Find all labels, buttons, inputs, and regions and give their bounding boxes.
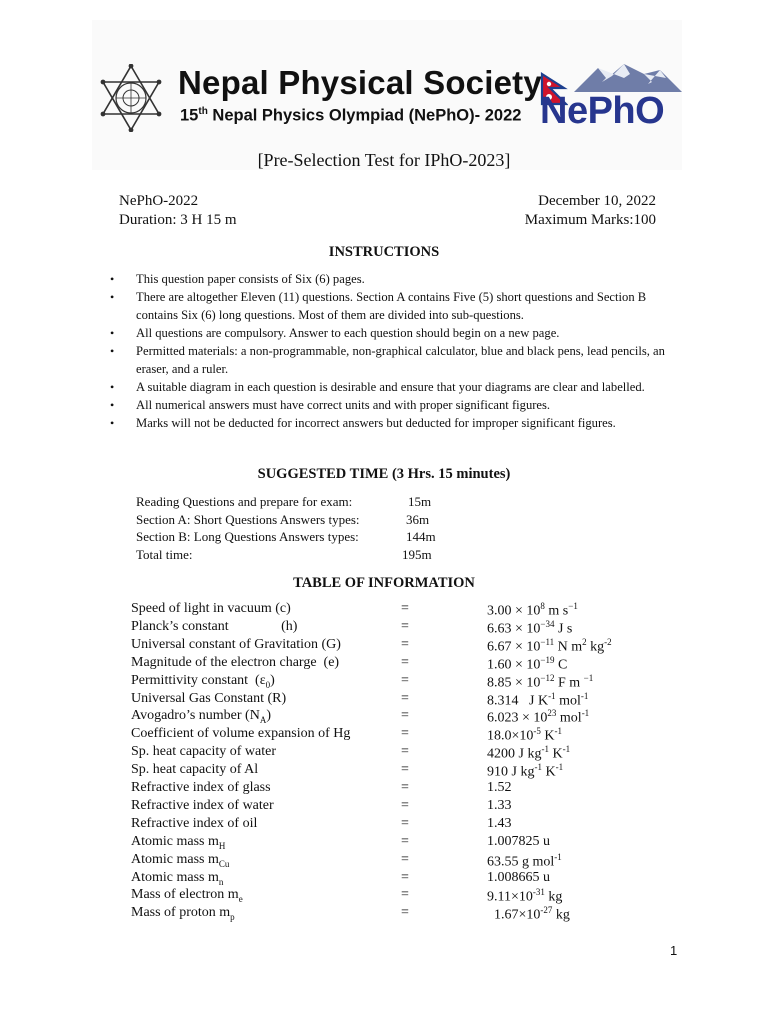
list-item: • All questions are compulsory. Answer to each question should begin on a new page. xyxy=(110,326,560,340)
time-row-label: Section B: Long Questions Answers types: xyxy=(136,529,359,544)
constant-name: Atomic mass $m_n$ xyxy=(131,869,224,887)
equals-sign: = xyxy=(401,708,409,724)
constant-value: $6.67 \times 10^{-11}$ N $m^2$ $kg^{-2}$ xyxy=(487,636,612,655)
bullet-icon: • xyxy=(110,326,115,340)
equals-sign: = xyxy=(401,905,409,921)
constant-value: 1.008665 u xyxy=(487,869,550,885)
society-title: Nepal Physical Society xyxy=(178,64,542,101)
constant-row xyxy=(131,655,691,673)
constant-row xyxy=(131,798,691,816)
constant-row xyxy=(131,887,691,905)
list-item: • Permitted materials: a non-programmable, non-graphical calculator, blue and black pens, lead pencils, an eraser, and a ruler. xyxy=(110,344,665,376)
equals-sign: = xyxy=(401,744,409,760)
exam-duration: Duration: 3 H 15 m xyxy=(119,212,237,228)
constant-name: Mass of electron $m_e$ xyxy=(131,887,243,905)
time-row-value: 36m xyxy=(406,512,430,527)
table-of-information-heading: TABLE OF INFORMATION xyxy=(293,575,475,591)
exam-date: December 10, 2022 xyxy=(538,193,656,209)
constant-name: Magnitude of the electron charge (e) xyxy=(131,654,340,670)
equals-sign: = xyxy=(401,887,409,903)
constant-value: 63.55 g mol$^{-1}$ xyxy=(487,851,562,870)
constant-name: Universal constant of Gravitation (G) xyxy=(131,636,341,652)
equals-sign: = xyxy=(401,690,409,706)
bullet-icon: • xyxy=(110,344,115,358)
constant-value: 1.007825 u xyxy=(487,833,550,849)
constant-value: $3.00 \times 10^8$ m $s^{-1}$ xyxy=(487,601,578,619)
constant-name: Avogadro’s number $(N_A)$ xyxy=(131,708,271,726)
society-emblem-icon xyxy=(98,64,164,132)
constant-name: Planck’s constant (h) xyxy=(131,618,298,634)
constant-row xyxy=(131,852,691,870)
constant-value: 1.33 xyxy=(487,797,512,813)
list-item: • There are altogether Eleven (11) questions. Section A contains Five (5) short questions and Section B contains Six (6) long questions. Most of them are divided into sub-questions. xyxy=(110,290,647,322)
equals-sign: = xyxy=(401,762,409,778)
constant-name: Refractive index of water xyxy=(131,797,274,813)
equals-sign: = xyxy=(401,636,409,652)
constant-row xyxy=(131,834,691,852)
maximum-marks: Maximum Marks:100 xyxy=(524,212,656,228)
time-row-label: Section A: Short Questions Answers types: xyxy=(136,512,360,527)
constant-value: 8.314 J $K^{-1}$ mol$^{-1}$ xyxy=(487,690,589,709)
constant-row xyxy=(131,726,691,744)
constant-value: 910 J $kg^{-1}$ $K^{-1}$ xyxy=(487,762,564,780)
list-item: • A suitable diagram in each question is desirable and ensure that your diagrams are clear and labelled. xyxy=(110,380,645,394)
constant-value: $8.85 \times 10^{-12}$ F m $^{-1}$ xyxy=(487,672,594,691)
constant-name: Sp. heat capacity of water xyxy=(131,744,276,760)
constant-name: Refractive index of oil xyxy=(131,815,258,831)
constant-row xyxy=(131,673,691,691)
constant-name: Sp. heat capacity of Al xyxy=(131,762,259,778)
time-row-value: 144m xyxy=(406,529,436,544)
list-item: • Marks will not be deducted for incorrect answers but deducted for improper significant figures. xyxy=(110,416,616,430)
equals-sign: = xyxy=(401,833,409,849)
constant-value: 4200 J $kg^{-1}$ $K^{-1}$ xyxy=(487,744,571,762)
bullet-icon: • xyxy=(110,272,115,286)
instructions-list xyxy=(110,270,670,432)
equals-sign: = xyxy=(401,672,409,688)
equals-sign: = xyxy=(401,654,409,670)
equals-sign: = xyxy=(401,797,409,813)
constant-row xyxy=(131,637,691,655)
constant-value: 1.43 xyxy=(487,815,512,831)
constant-name: Atomic mass $m_H$ xyxy=(131,833,226,851)
constant-name: Universal Gas Constant (R) xyxy=(131,690,287,706)
bullet-icon: • xyxy=(110,290,115,304)
constant-row xyxy=(131,762,691,780)
list-item: • This question paper consists of Six (6) pages. xyxy=(110,272,365,286)
time-row-value: 15m xyxy=(408,494,432,509)
suggested-time-heading: SUGGESTED TIME (3 Hrs. 15 minutes) xyxy=(257,466,511,482)
constant-row xyxy=(131,601,691,619)
constant-name: Mass of proton $m_p$ xyxy=(131,905,235,923)
constant-value: $6.63 \times 10^{-34}$ J s xyxy=(487,618,573,637)
bullet-icon: • xyxy=(110,398,115,412)
equals-sign: = xyxy=(401,618,409,634)
constant-row xyxy=(131,708,691,726)
nepho-logo xyxy=(540,62,682,134)
constant-row xyxy=(131,870,691,888)
constant-value: $9.11\times 10^{-31}$ kg xyxy=(487,887,563,906)
instructions-heading: INSTRUCTIONS xyxy=(328,244,440,260)
time-row-value: 195m xyxy=(402,547,432,562)
constant-value: 1.52 xyxy=(487,780,512,795)
constant-row xyxy=(131,905,691,923)
equals-sign: = xyxy=(401,869,409,885)
equals-sign: = xyxy=(401,815,409,831)
equals-sign: = xyxy=(401,780,409,795)
constant-row xyxy=(131,744,691,762)
time-row-label: Total time: xyxy=(136,547,193,562)
olympiad-title: 15th Nepal Physics Olympiad (NePhO)- 2022 xyxy=(180,106,522,125)
constant-value: $6.023 \times 10^{23}$ mol$^{-1}$ xyxy=(487,708,590,727)
equals-sign: = xyxy=(401,851,409,867)
page-number: 1 xyxy=(670,943,678,958)
constant-row xyxy=(131,619,691,637)
constant-row xyxy=(131,780,691,798)
constant-row xyxy=(131,691,691,709)
time-row-label: Reading Questions and prepare for exam: xyxy=(136,494,353,509)
equals-sign: = xyxy=(401,726,409,742)
equals-sign: = xyxy=(401,601,409,616)
nepho-wordmark: NePhO xyxy=(540,90,665,132)
constant-name: Refractive index of glass xyxy=(131,780,271,795)
bullet-icon: • xyxy=(110,380,115,394)
test-title: [Pre-Selection Test for IPhO-2023] xyxy=(257,150,511,170)
constant-value: $18.0\times 10^{-5}$ $K^{-1}$ xyxy=(487,726,563,744)
constant-value: $1.67\times 10^{-27}$ kg xyxy=(487,905,570,923)
constant-name: Speed of light in vacuum (c) xyxy=(131,601,291,616)
exam-code: NePhO-2022 xyxy=(119,193,199,209)
list-item: • All numerical answers must have correct units and with proper significant figures. xyxy=(110,398,551,412)
constant-name: Permittivity constant $(\varepsilon_0)$ xyxy=(131,672,275,690)
constant-row xyxy=(131,816,691,834)
constant-name: Atomic mass $m_{Cu}$ xyxy=(131,851,230,869)
constant-value: $1.60 \times 10^{-19}$ C xyxy=(487,654,568,673)
bullet-icon: • xyxy=(110,416,115,430)
constant-name: Coefficient of volume expansion of Hg xyxy=(131,726,351,742)
